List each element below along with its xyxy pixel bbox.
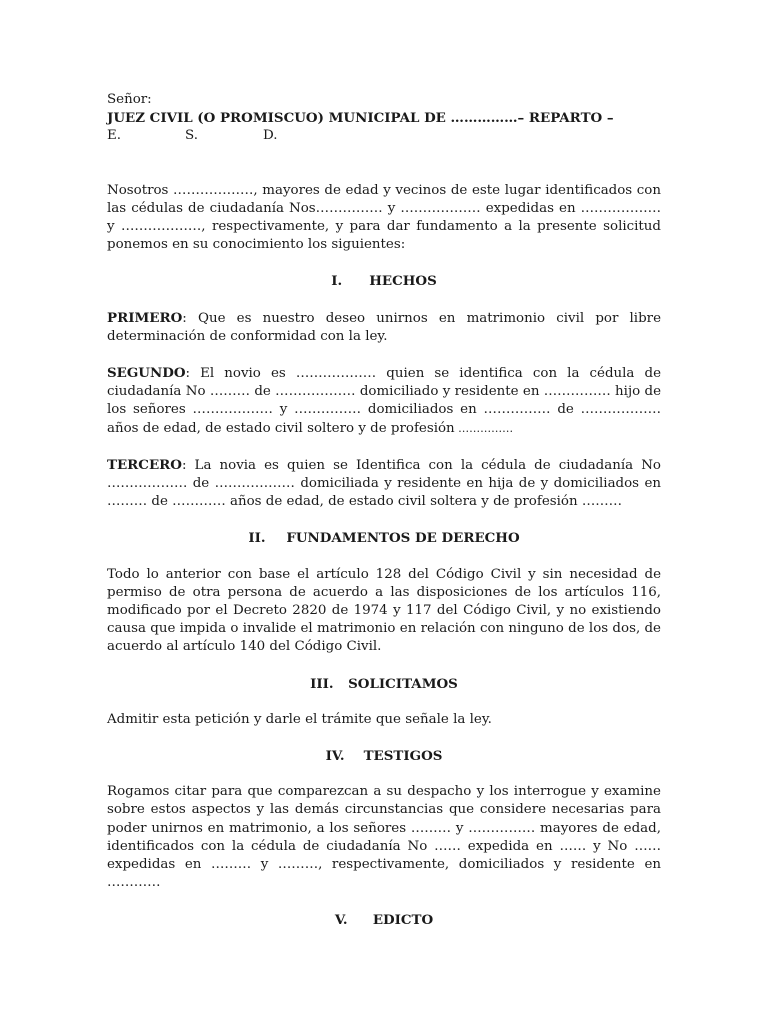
document-page	[107, 91, 661, 929]
esd-s: S.	[185, 128, 198, 144]
intro-paragraph: Nosotros ………………, mayores de edad y vecinos de este lugar identificados con las cédulas de ciudadanía Nos…………… y ……………… expedidas en ……………… y ………………, respectivamente, y para dar fundamento a la presente solicitud ponemos en su conocimiento los siguientes:	[107, 182, 661, 253]
testigos-paragraph: Rogamos citar para que comparezcan a su despacho y los interrogue y examine sobre estos aspectos y las demás circunstancias que considere necesarias para poder unirnos en matrimonio, a los señores ……… y …………… mayores de edad, identificados con la cédula de ciudadanía No …… expedida en …… y No …… expedidas en ……… y ………, respectivamente, domiciliados y residente en …………	[107, 784, 661, 891]
section-heading-hechos	[107, 272, 661, 290]
esd-e: E.	[107, 128, 122, 144]
section-number: V.	[334, 911, 348, 928]
section-title: FUNDAMENTOS DE DERECHO	[286, 530, 520, 547]
hechos-primero	[107, 309, 661, 346]
hechos-tercero	[107, 456, 661, 512]
section-heading-testigos	[107, 747, 661, 765]
section-number: I.	[331, 273, 343, 290]
fundamentos-paragraph: Todo lo anterior con base el artículo 128 del Código Civil y sin necesidad de permiso de otra persona de acuerdo a las disposiciones de los artículos 116, modificado por el Decreto 2820 de 1974 y 117 del Código Civil, y no existiendo causa que impida o invalide el matrimonio en relación con ninguno de los dos, de acuerdo al artículo 140 del Código Civil.	[107, 566, 661, 655]
section-number: IV.	[325, 748, 345, 765]
tercero-text: : La novia es quien se Identifica con la cédula de ciudadanía No ……………… de ……………… domiciliada y residente en hija de y domiciliados en ……… de ………… años de edad, de estado civil soltera y de profesión ………	[107, 457, 661, 510]
salutation: Señor:	[107, 92, 152, 107]
section-title: EDICTO	[372, 911, 434, 928]
hechos-segundo	[107, 364, 661, 438]
segundo-tail: ……………	[454, 421, 514, 435]
primero-label: PRIMERO	[107, 309, 183, 326]
section-heading-edicto	[107, 911, 661, 929]
addressee: JUEZ CIVIL (O PROMISCUO) MUNICIPAL DE ……………– REPARTO –	[107, 110, 614, 127]
section-number: III.	[310, 675, 334, 692]
solicitamos-paragraph: Admitir esta petición y darle el trámite que señale la ley.	[107, 711, 492, 727]
esd-line	[107, 127, 661, 145]
section-title: TESTIGOS	[363, 748, 443, 765]
section-heading-fundamentos	[107, 529, 661, 547]
section-heading-solicitamos	[107, 675, 661, 693]
tercero-label: TERCERO	[107, 456, 182, 473]
section-title: SOLICITAMOS	[348, 675, 458, 692]
section-number: II.	[248, 530, 266, 547]
segundo-label: SEGUNDO	[107, 365, 186, 382]
section-title: HECHOS	[369, 273, 437, 290]
segundo-text: : El novio es ……………… quien se identifica con la cédula de ciudadanía No ……… de ……………… domiciliado y residente en …………… hijo de los señores ……………… y …………… domiciliados en …………… de ……………… años de edad, de estado civil soltero y de profesión	[107, 366, 661, 436]
esd-d: D.	[263, 128, 278, 144]
primero-text: : Que es nuestro deseo unirnos en matrimonio civil por libre determinación de conformidad con la ley.	[107, 310, 661, 344]
